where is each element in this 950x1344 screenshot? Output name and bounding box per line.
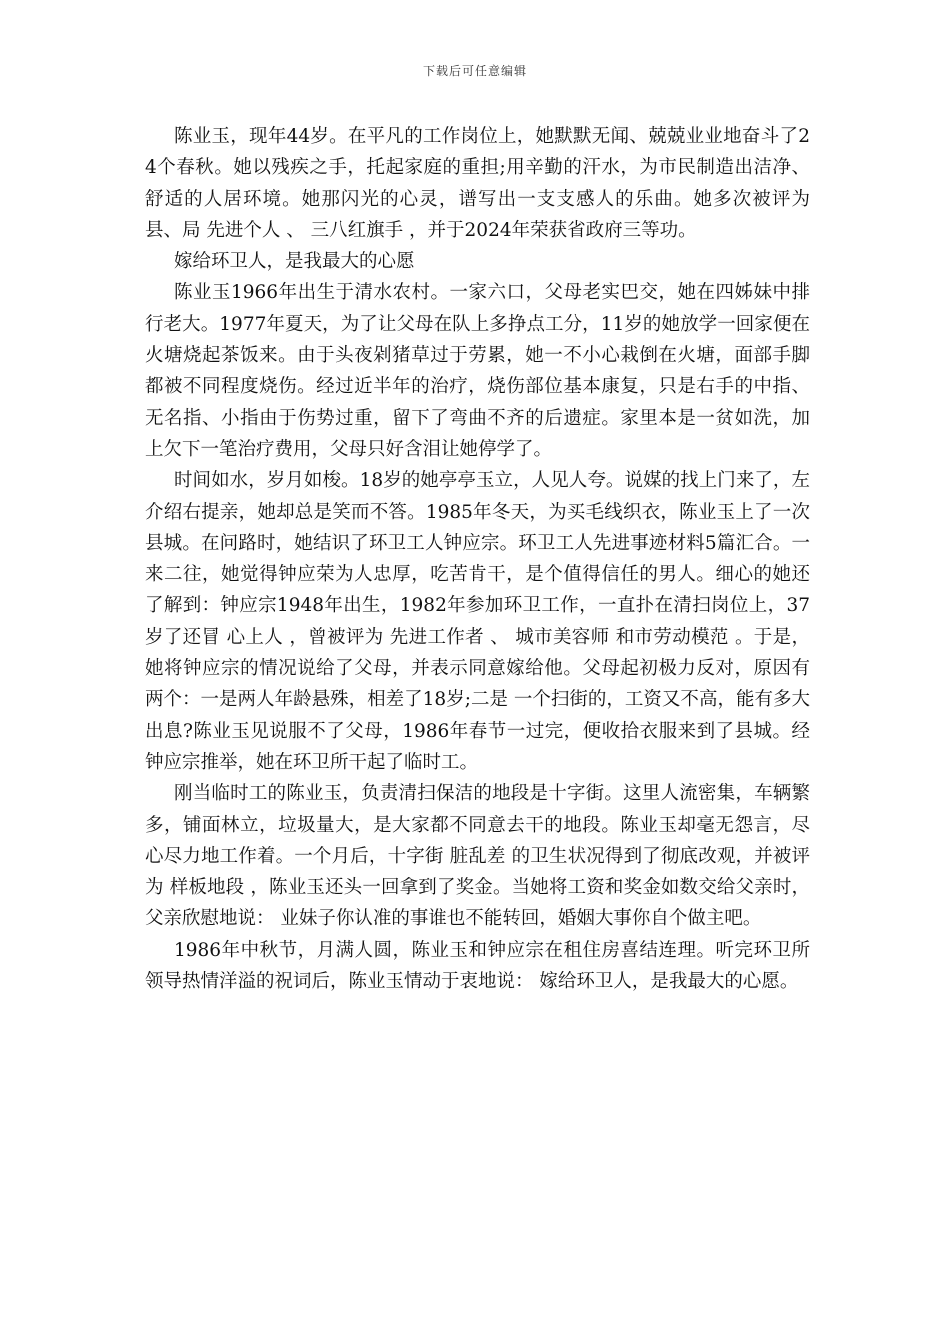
section-heading: 嫁给环卫人，是我最大的心愿: [174, 251, 415, 273]
paragraph-intro: 陈业玉，现年44岁。在平凡的工作岗位上，她默默无闻、兢兢业业地奋斗了24个春秋。她以残疾之手，托起家庭的重担;用辛勤的汗水，为市民制造出洁净、舒适的人居环境。她那闪光的心灵，谱写出一支支感人的乐曲。她多次被评为县、局 先进个人 、 三八红旗手 ，并于2024年荣获省政府三等功。: [145, 126, 810, 241]
paragraph-meeting: 时间如水，岁月如梭。18岁的她亭亭玉立，人见人夸。说媒的找上门来了，左介绍右提亲，她却总是笑而不答。1985年冬天，为买毛线织衣，陈业玉上了一次县城。在问路时，她结识了环卫工人钟应宗。环卫工人先进事迹材料5篇汇合。一来二往，她觉得钟应荣为人忠厚，吃苦肯干，是个值得信任的男人。细心的她还了解到：钟应宗1948年出生，1982年参加环卫工作，一直扑在清扫岗位上，37岁了还冒 心上人 ，曾被评为 先进工作者 、 城市美容师 和市劳动模范 。于是，她将钟应宗的情况说给了父母，并表示同意嫁给他。父母起初极力反对，原因有两个：一是两人年龄悬殊，相差了18岁;二是 一个扫街的，工资又不高，能有多大出息?陈业玉见说服不了父母，1986年春节一过完，便收拾衣服来到了县城。经钟应宗推举，她在环卫所干起了临时工。: [145, 470, 810, 773]
paragraph-work: 刚当临时工的陈业玉，负责清扫保洁的地段是十字街。这里人流密集，车辆繁多，铺面林立，垃圾量大，是大家都不同意去干的地段。陈业玉却毫无怨言，尽心尽力地工作着。一个月后，十字街 脏乱差 的卫生状况得到了彻底改观，并被评为 样板地段 ，陈业玉还头一回拿到了奖金。当她将工资和奖金如数交给父亲时，父亲欣慰地说： 业妹子你认准的事谁也不能转回，婚姻大事你自个做主吧。: [145, 783, 810, 930]
page-header: 下载后可任意编辑: [422, 64, 527, 78]
document-body: [145, 121, 810, 997]
paragraph-wedding: 1986年中秋节，月满人圆，陈业玉和钟应宗在租住房喜结连理。听完环卫所领导热情洋溢的祝词后，陈业玉情动于衷地说： 嫁给环卫人，是我最大的心愿。: [145, 939, 810, 993]
paragraph-childhood: 陈业玉1966年出生于清水农村。一家六口，父母老实巴交，她在四姊妹中排行老大。1977年夏天，为了让父母在队上多挣点工分，11岁的她放学一回家便在火塘烧起茶饭来。由于头夜剁猪草过于劳累，她一不小心栽倒在火塘，面部手脚都被不同程度烧伤。经过近半年的治疗，烧伤部位基本康复，只是右手的中指、无名指、小指由于伤势过重，留下了弯曲不齐的后遗症。家里本是一贫如洗，加上欠下一笔治疗费用，父母只好含泪让她停学了。: [145, 282, 810, 460]
